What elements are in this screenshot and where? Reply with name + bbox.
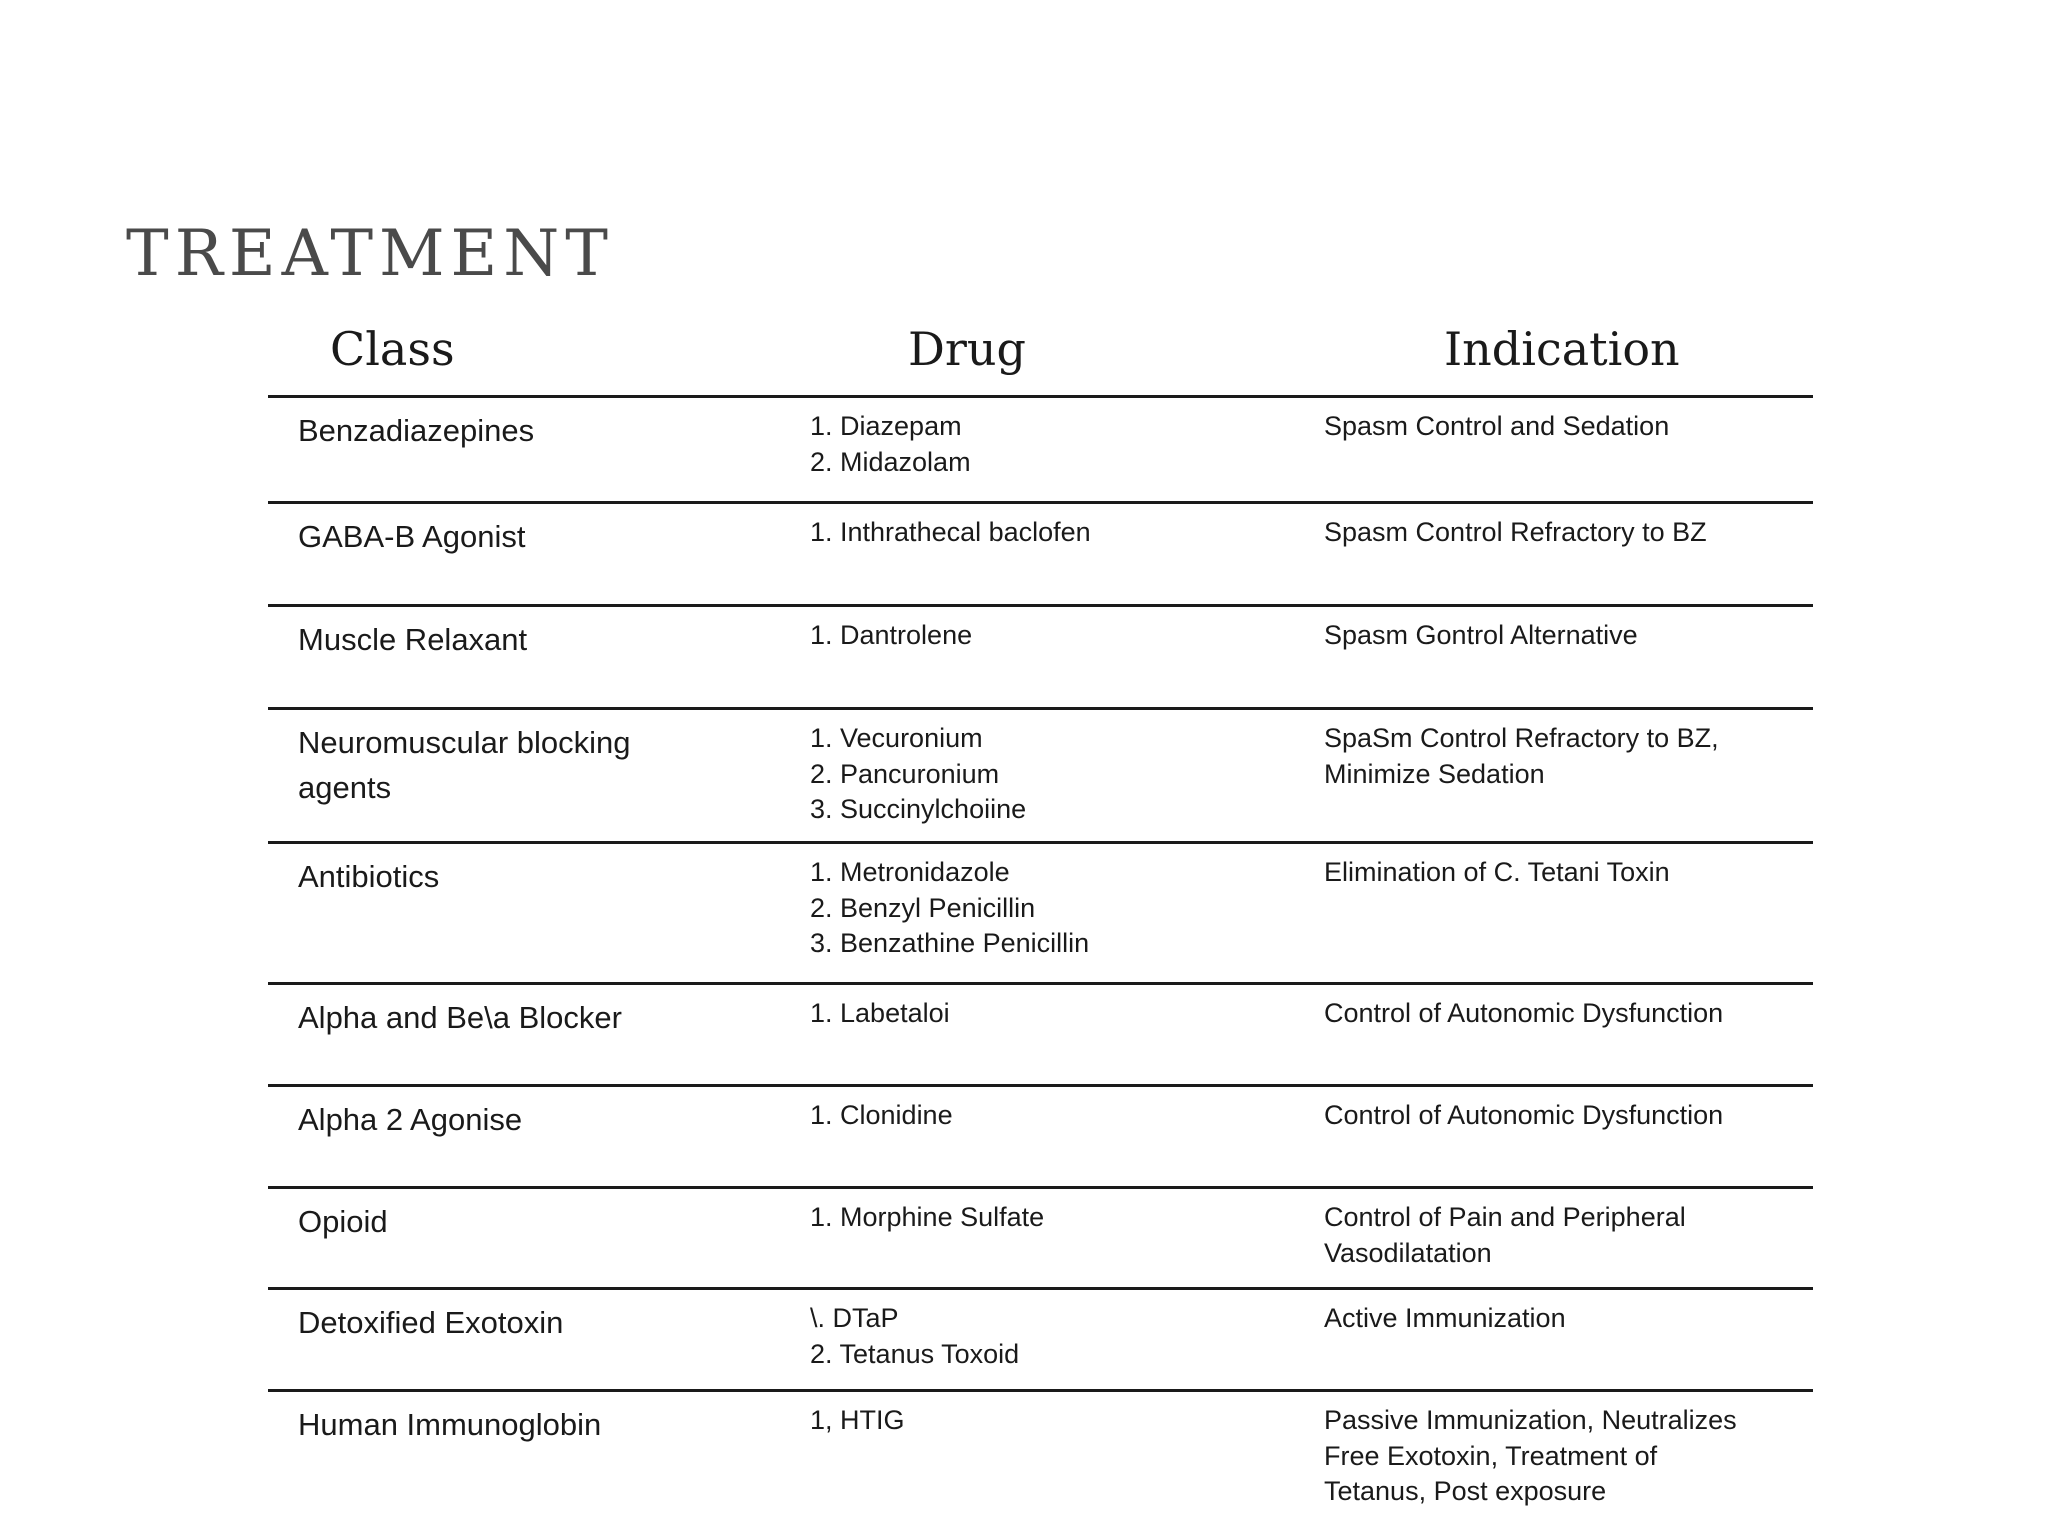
drug-cell-line: \. DTaP (810, 1303, 899, 1333)
indication-cell (1324, 515, 1707, 551)
class-cell-line: agents (298, 769, 392, 805)
class-cell-line: Neuromuscular blocking (298, 725, 631, 760)
indication-cell-line: Spasm Control and Sedation (1324, 411, 1670, 441)
indication-cell-line: Spasm Gontrol Alternative (1324, 620, 1638, 650)
indication-cell-line: SpaSm Control Refractory to BZ, (1324, 723, 1719, 753)
drug-cell-line: 1, HTIG (810, 1405, 905, 1435)
indication-cell (1324, 1403, 1737, 1510)
indication-cell-line: Tetanus, Post exposure (1324, 1476, 1607, 1507)
drug-cell-line: 1. Vecuronium (810, 723, 983, 753)
drug-cell-line: 1. Inthrathecal baclofen (810, 517, 1091, 547)
row-divider (268, 707, 1813, 710)
indication-cell (1324, 996, 1723, 1032)
drug-cell-line: 1. Morphine Sulfate (810, 1202, 1045, 1232)
row-divider (268, 1084, 1813, 1087)
class-cell-line: Alpha 2 Agonise (298, 1102, 523, 1137)
drug-cell (810, 1301, 1019, 1372)
class-cell (298, 515, 525, 560)
row-divider (268, 604, 1813, 607)
drug-cell-line: 1. Clonidine (810, 1100, 953, 1130)
drug-cell-line: 1. Dantrolene (810, 620, 973, 650)
class-cell-line: Antibiotics (298, 859, 440, 894)
class-cell-line: Alpha and Be\a Blocker (298, 1000, 622, 1035)
drug-cell-line: 2. Midazolam (810, 446, 971, 477)
row-divider (268, 1287, 1813, 1290)
class-cell-line: Detoxified Exotoxin (298, 1305, 564, 1340)
drug-cell (810, 515, 1091, 551)
class-cell (298, 409, 534, 454)
class-cell-line: Human Immunoglobin (298, 1407, 602, 1442)
class-cell (298, 1403, 601, 1448)
indication-cell-line: Passive Immunization, Neutralizes (1324, 1405, 1737, 1435)
column-header-indication: Indication (1444, 322, 1680, 376)
class-cell-line: Opioid (298, 1204, 388, 1239)
drug-cell-line: 2. Benzyl Penicillin (810, 892, 1036, 923)
class-cell (298, 1200, 388, 1245)
drug-cell (810, 409, 971, 480)
indication-cell-line: Free Exotoxin, Treatment of (1324, 1440, 1658, 1471)
row-divider (268, 1389, 1813, 1392)
class-cell (298, 1301, 563, 1346)
row-divider (268, 395, 1813, 398)
drug-cell (810, 1098, 953, 1134)
row-divider (268, 982, 1813, 985)
indication-cell (1324, 618, 1638, 654)
drug-cell (810, 618, 972, 654)
indication-cell (1324, 1098, 1723, 1134)
indication-cell (1324, 721, 1719, 792)
indication-cell-line: Control of Autonomic Dysfunction (1324, 1100, 1724, 1130)
drug-cell-line: 1. Diazepam (810, 411, 962, 441)
drug-cell (810, 1403, 905, 1439)
row-divider (268, 501, 1813, 504)
class-cell (298, 618, 527, 663)
column-header-class: Class (330, 322, 455, 376)
drug-cell-line: 3. Benzathine Penicillin (810, 928, 1090, 959)
class-cell-line: Muscle Relaxant (298, 622, 528, 657)
class-cell-line: GABA-B Agonist (298, 519, 526, 554)
drug-cell (810, 1200, 1044, 1236)
drug-cell-line: 1. Labetaloi (810, 998, 950, 1028)
indication-cell-line: Active Immunization (1324, 1303, 1566, 1333)
drug-cell (810, 721, 1026, 828)
class-cell (298, 721, 631, 811)
indication-cell (1324, 1200, 1686, 1271)
indication-cell (1324, 409, 1669, 445)
drug-cell (810, 996, 950, 1032)
indication-cell-line: Control of Autonomic Dysfunction (1324, 998, 1724, 1028)
indication-cell-line: Control of Pain and Peripheral (1324, 1202, 1686, 1232)
indication-cell-line: Elimination of C. Tetani Toxin (1324, 857, 1670, 887)
indication-cell (1324, 1301, 1566, 1337)
class-cell (298, 855, 439, 900)
column-header-drug: Drug (908, 322, 1026, 376)
indication-cell-line: Spasm Control Refractory to BZ (1324, 517, 1707, 547)
page-title: TREATMENT (126, 217, 614, 291)
drug-cell-line: 2. Pancuronium (810, 758, 1000, 789)
indication-cell-line: Vasodilatation (1324, 1237, 1492, 1268)
indication-cell (1324, 855, 1670, 891)
drug-cell-line: 2. Tetanus Toxoid (810, 1338, 1020, 1369)
class-cell (298, 996, 622, 1041)
drug-cell (810, 855, 1089, 962)
drug-cell-line: 3. Succinylchoiine (810, 794, 1027, 825)
class-cell (298, 1098, 522, 1143)
row-divider (268, 841, 1813, 844)
drug-cell-line: 1. Metronidazole (810, 857, 1010, 887)
row-divider (268, 1186, 1813, 1189)
class-cell-line: Benzadiazepines (298, 413, 535, 448)
indication-cell-line: Minimize Sedation (1324, 758, 1545, 789)
